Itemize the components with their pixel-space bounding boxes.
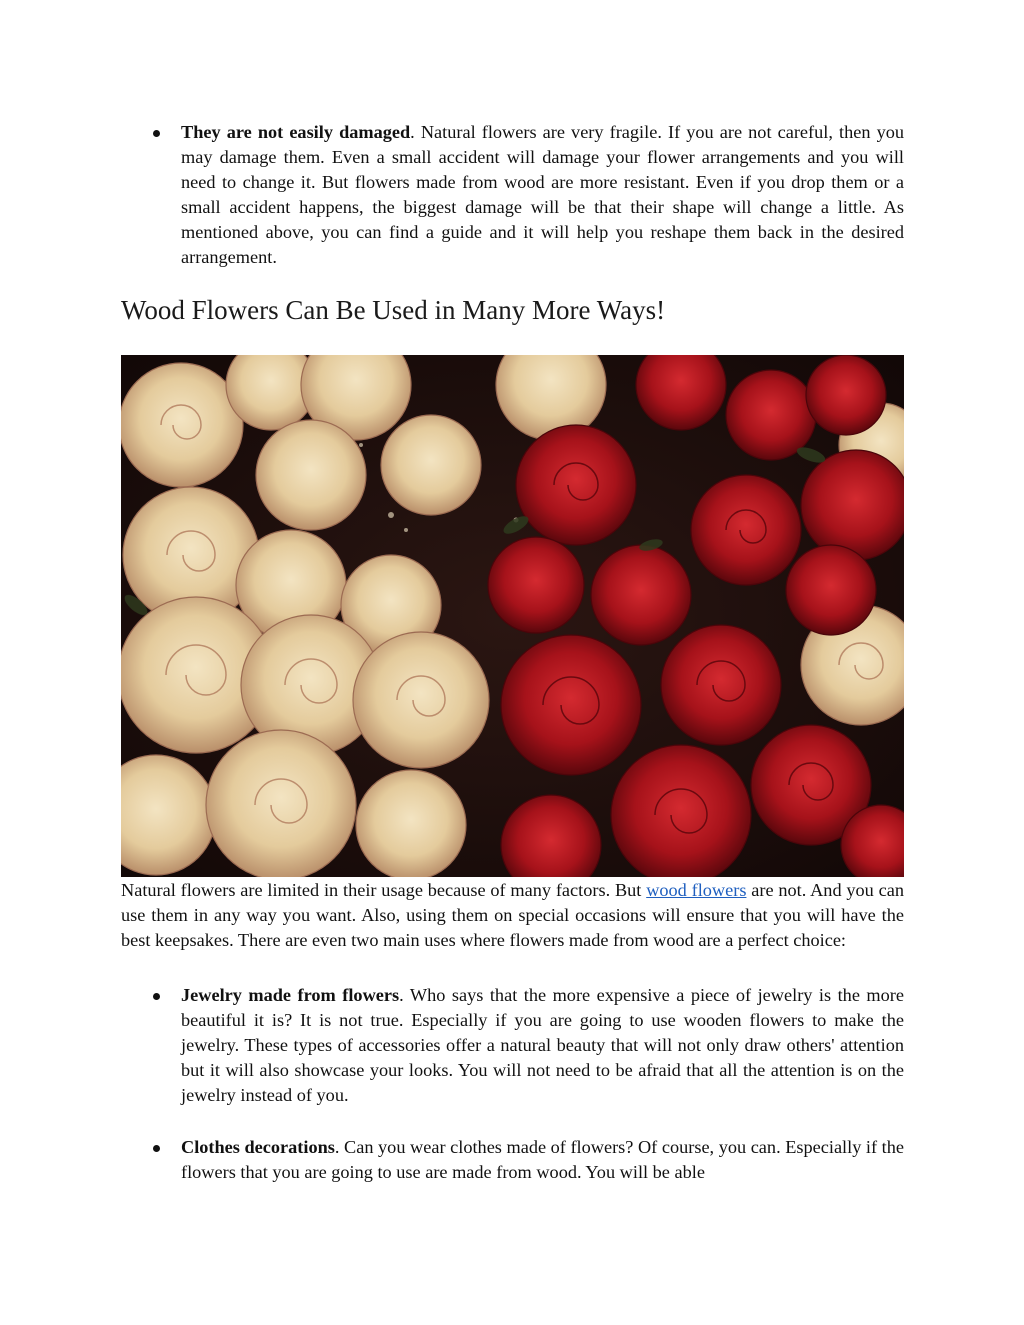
- list-item-title: Jewelry made from flowers: [181, 985, 400, 1005]
- list-item-title: Clothes decorations: [181, 1137, 335, 1157]
- list-item: [121, 1135, 904, 1185]
- list-item-text: . Can you wear clothes made of flowers? Of course, you can. Especially if the flowers that you are going to use are made from wood. You will be able: [181, 1137, 905, 1182]
- list-item-text: . Natural flowers are very fragile. If you are not careful, then you may damage them. Even a small accident will damage your flower arrangements and you will need to change it. But flowers made from wood are more resistant. Even if you drop them or a small accident happens, the biggest damage will be that their shape will change a little. As mentioned above, you can find a guide and it will help you reshape them back in the desired arrangement.: [181, 122, 904, 267]
- bullet-icon: [153, 993, 160, 1000]
- roses-photo: [121, 355, 904, 877]
- list-item: [121, 983, 904, 1108]
- paragraph-text-continued: are not. And you can use them in any way you want. Also, using them on special occasions will ensure that you will have the best keepsakes. There are even two main uses where flowers made from wood are a perfect choice:: [121, 880, 904, 950]
- bullet-list-uses: [121, 983, 904, 1185]
- bullet-list-top: [121, 120, 904, 270]
- wood-flowers-link[interactable]: wood flowers: [646, 880, 747, 900]
- body-paragraph: [121, 878, 904, 953]
- bullet-icon: [153, 1145, 160, 1152]
- document-page: [121, 120, 904, 1185]
- paragraph-text: Natural flowers are limited in their usage because of many factors. But: [121, 880, 647, 900]
- list-item: [121, 120, 904, 270]
- list-item-title: They are not easily damaged: [181, 122, 411, 142]
- section-heading: Wood Flowers Can Be Used in Many More Ways!: [121, 295, 666, 325]
- bullet-icon: [153, 130, 160, 137]
- list-item-text: . Who says that the more expensive a piece of jewelry is the more beautiful it is? It is not true. Especially if you are going to use wooden flowers to make the jewelry. These types of accessories offer a natural beauty that will not only draw others' attention but it will also showcase your looks. You will not need to be afraid that all the attention is on the jewelry instead of you.: [181, 985, 904, 1105]
